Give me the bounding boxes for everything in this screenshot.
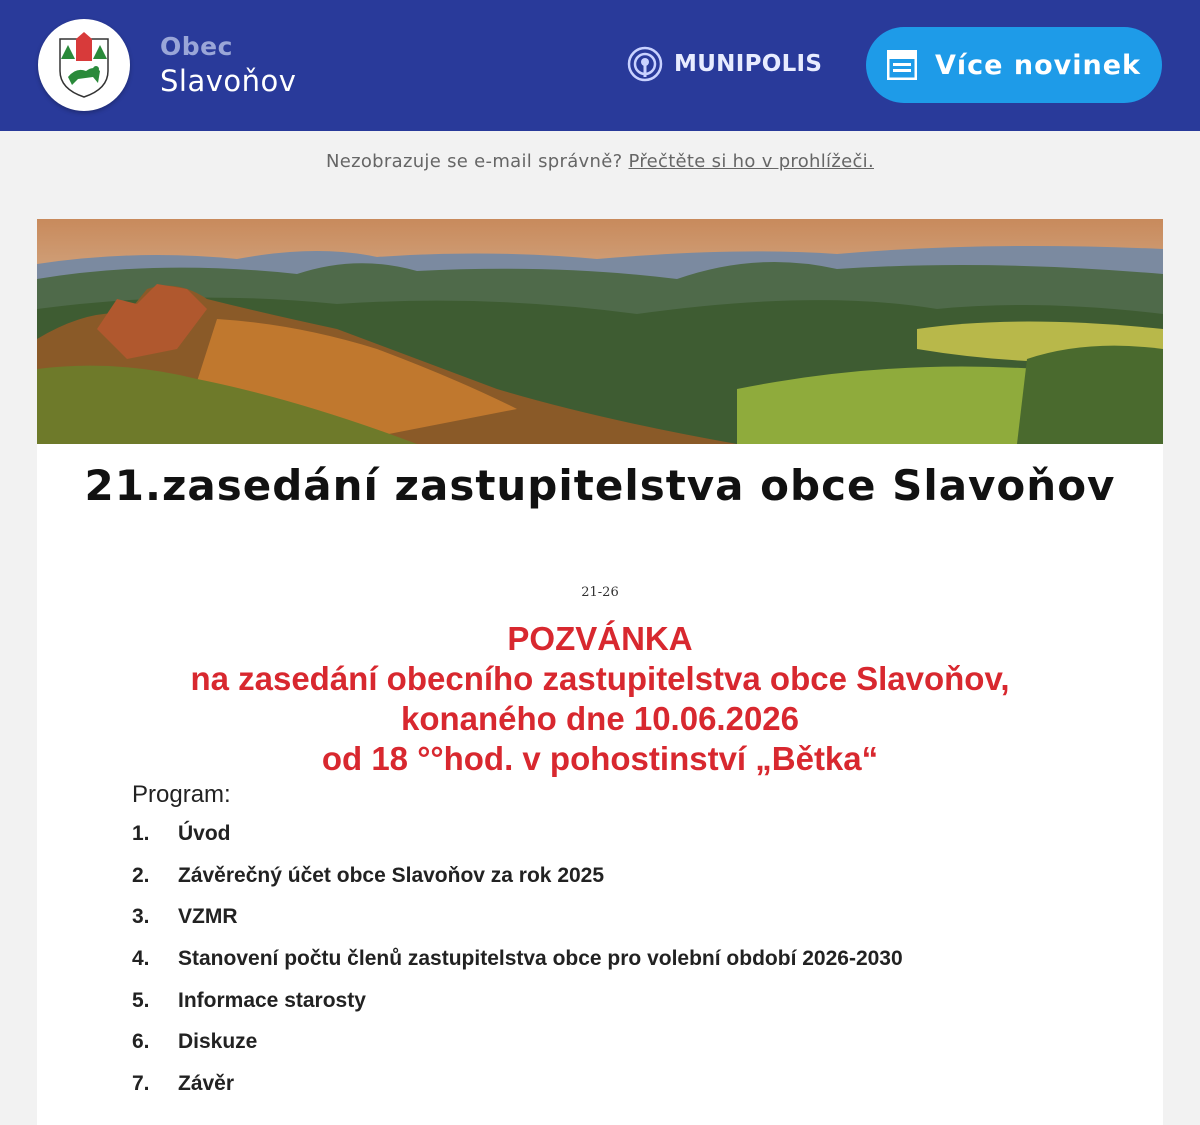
program-item-number: 2. bbox=[132, 863, 150, 887]
program-item-text: Závěr bbox=[178, 1072, 235, 1096]
brand-label: MUNIPOLIS bbox=[674, 51, 823, 77]
broadcast-icon bbox=[626, 45, 664, 83]
program-item-text: Závěrečný účet obce Slavoňov za rok 2025 bbox=[178, 863, 605, 887]
program-label: Program: bbox=[132, 781, 231, 808]
munipolis-brand[interactable] bbox=[626, 44, 822, 84]
notice-text: Nezobrazuje se e-mail správně? bbox=[325, 151, 623, 172]
coat-of-arms-icon bbox=[38, 19, 130, 111]
program-item-number: 1. bbox=[132, 822, 150, 845]
invitation-line-3: od 18 °°hod. v pohostinství „Bětka“ bbox=[321, 740, 879, 777]
program-item bbox=[132, 864, 903, 906]
program-list bbox=[132, 822, 903, 1114]
landscape-banner bbox=[37, 219, 1163, 444]
municipality-type: Obec bbox=[160, 32, 233, 61]
invitation-text bbox=[37, 619, 1163, 779]
program-item bbox=[132, 989, 903, 1031]
program-item bbox=[132, 1030, 903, 1072]
program-item-text: VZMR bbox=[178, 905, 238, 929]
newspaper-icon bbox=[887, 50, 917, 80]
program-item bbox=[132, 905, 903, 947]
article-title: 21.zasedání zastupitelstva obce Slavoňov bbox=[84, 461, 1116, 510]
more-news-label: Více novinek bbox=[935, 49, 1141, 81]
invitation-line-1: na zasedání obecního zastupitelstva obce Slavoňov, bbox=[190, 660, 1010, 697]
program-item-number: 4. bbox=[132, 947, 150, 971]
invitation-heading: POZVÁNKA bbox=[507, 620, 693, 657]
header bbox=[0, 0, 1200, 131]
program-item bbox=[132, 822, 903, 864]
landscape-image bbox=[37, 219, 1163, 444]
program-item-text: Informace starosty bbox=[178, 988, 366, 1012]
browser-view-notice bbox=[0, 151, 1200, 172]
program-item-text: Stanovení počtu členů zastupitelstva obce pro volební období 2026-2030 bbox=[178, 947, 903, 971]
more-news-button[interactable] bbox=[866, 27, 1162, 103]
view-in-browser-link[interactable]: Přečtěte si ho v prohlížeči. bbox=[628, 151, 874, 172]
program-item bbox=[132, 947, 903, 989]
program-item-text: Úvod bbox=[178, 822, 231, 845]
municipality-logo[interactable] bbox=[38, 19, 130, 111]
program-item-number: 3. bbox=[132, 905, 150, 929]
program-item bbox=[132, 1072, 903, 1114]
program-item-number: 6. bbox=[132, 1030, 150, 1054]
program-item-text: Diskuze bbox=[178, 1030, 258, 1054]
municipality-name: Slavoňov bbox=[160, 64, 297, 98]
document-code: 21-26 bbox=[581, 585, 619, 600]
program-item-number: 5. bbox=[132, 988, 150, 1012]
invitation-line-2: konaného dne 10.06.2026 bbox=[400, 700, 799, 737]
program-item-number: 7. bbox=[132, 1072, 150, 1096]
article-card bbox=[37, 219, 1163, 1125]
